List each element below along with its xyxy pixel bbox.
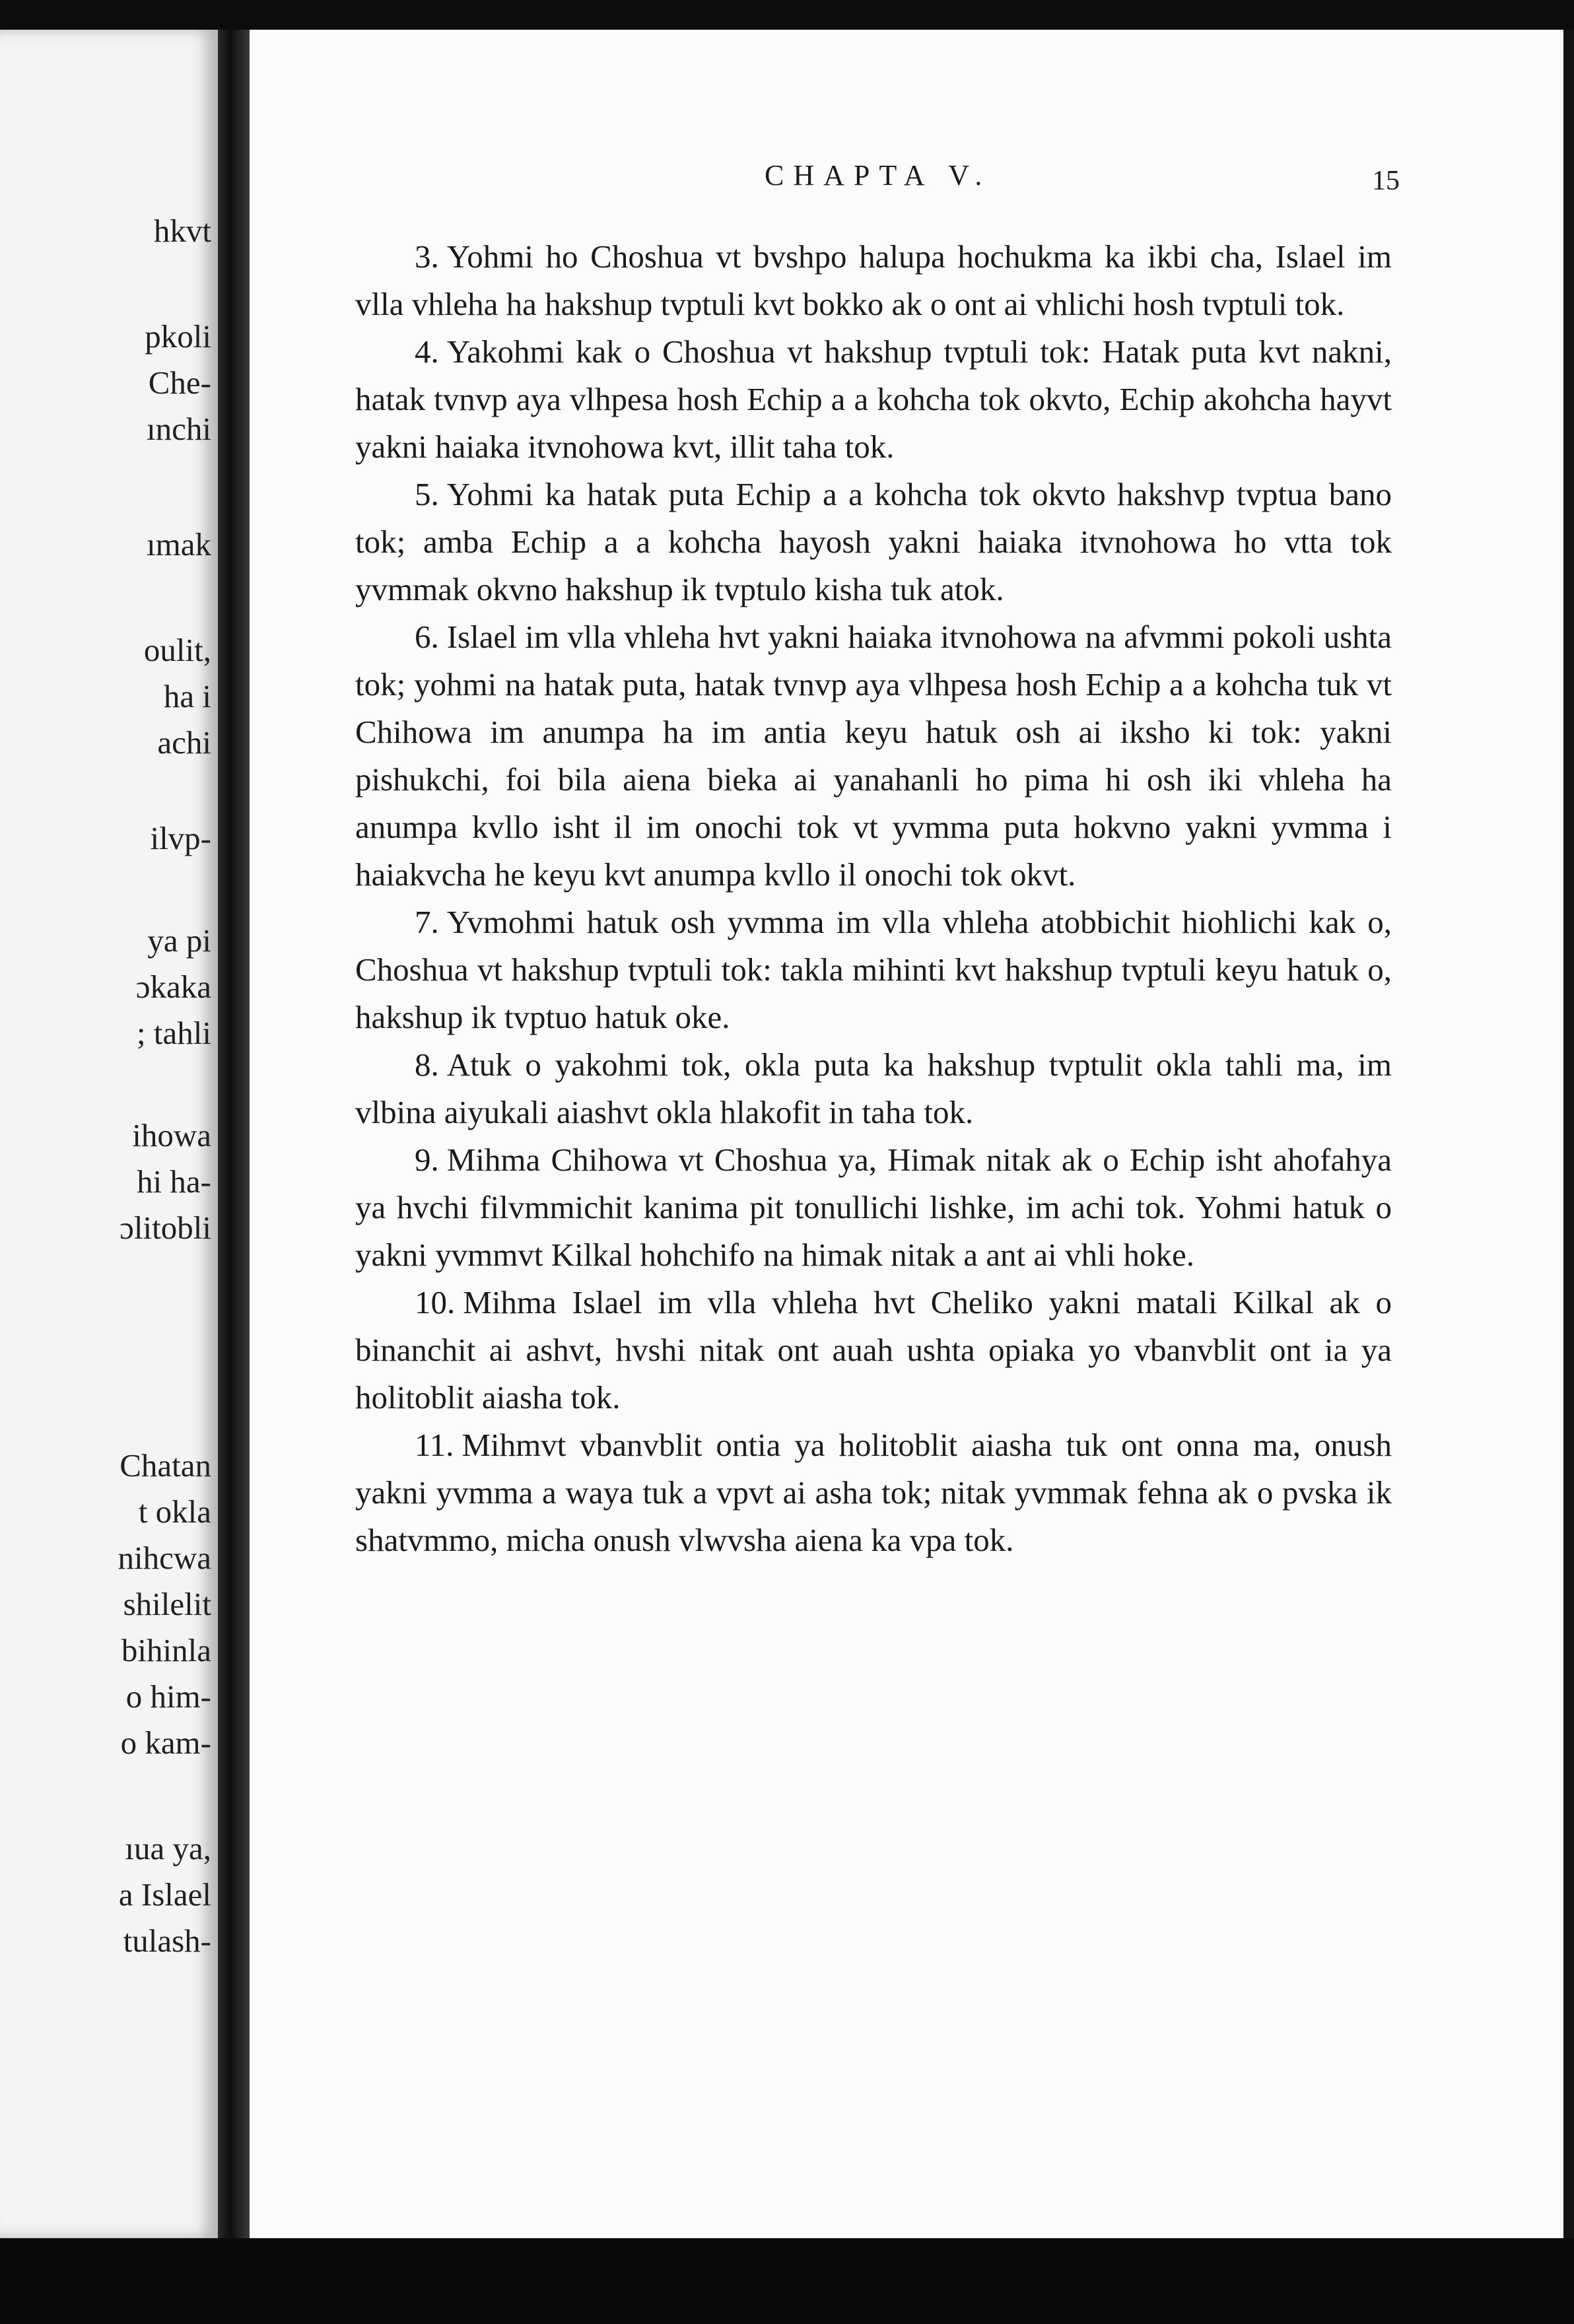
verse-4 (355, 328, 1392, 471)
page-number: 15 (1372, 166, 1400, 196)
left-page-line: ; tahli (137, 1015, 211, 1051)
verse-number: 5. (415, 476, 439, 512)
verse-text: Yvmohmi hatuk osh yvmma im vlla vhleha atobbichit hiohlichi kak o, Choshua vt hakshup tvptuli tok: takla mihinti kvt hakshup tvptuli keyu hatuk o, hakshup ik tvptuo hatuk oke. (355, 904, 1392, 1035)
verse-6 (355, 613, 1392, 899)
verse-number: 9. (415, 1142, 439, 1178)
verse-text: Yakohmi kak o Choshua vt hakshup tvptuli tok: Hatak puta kvt nakni, hatak tvnvp aya vlhpesa hosh Echip a a kohcha tok okvto, Echip akohcha hayvt yakni haiaka itvnohowa kvt, illit taha tok. (355, 333, 1392, 465)
verse-text: Mihmvt vbanvblit ontia ya holitoblit aiasha tuk ont onna ma, onush yakni yvmma a waya tuk a vpvt ai asha tok; nitak yvmmak fehna ak o pvska ik shatvmmo, micha onush vlwvsha aiena ka vpa tok. (355, 1427, 1392, 1558)
left-page-line: ımak (147, 526, 211, 563)
verse-number: 7. (415, 904, 439, 940)
left-page-line: hkvt (153, 213, 211, 249)
chapter-title: CHAPTA V. (765, 159, 992, 191)
verse-10 (355, 1279, 1392, 1421)
left-page-line: ıua ya, (125, 1830, 211, 1866)
verse-number: 6. (415, 619, 439, 655)
scan-top-border (0, 0, 1574, 30)
left-page-line: bihinla (121, 1632, 211, 1668)
left-page-line: ya pi (147, 922, 211, 959)
left-page-line: Chatan (120, 1447, 211, 1484)
left-page-line: hi ha- (137, 1163, 211, 1200)
verse-7 (355, 899, 1392, 1041)
left-page-line: shilelit (123, 1586, 211, 1622)
scan-bottom-border (0, 2238, 1574, 2324)
verse-text: Yohmi ka hatak puta Echip a a kohcha tok okvto hakshvp tvptua bano tok; amba Echip a a kohcha hayosh yakni haiaka itvnohowa ho vtta tok yvmmak okvno hakshup ik tvptulo kisha tuk atok. (355, 476, 1392, 607)
left-page-line: t okla (138, 1493, 211, 1530)
left-page-line: oulit, (143, 632, 211, 668)
left-page-line: ha i (163, 678, 211, 714)
verse-text: Yohmi ho Choshua vt bvshpo halupa hochukma ka ikbi cha, Islael im vlla vhleha ha hakshup tvptuli kvt bokko ak o ont ai vhlichi hosh tvptuli tok. (355, 238, 1392, 322)
verse-text: Islael im vlla vhleha hvt yakni haiaka itvnohowa na afvmmi pokoli ushta tok; yohmi na hatak puta, hatak tvnvp aya vlhpesa hosh Echip a a kohcha tuk vt Chihowa im anumpa ha im antia keyu hatuk osh ai iksho ki tok: yakni pishukchi, foi bila aiena bieka ai yanahanli ho pima hi osh iki vhleha ha anumpa kvllo isht il im onochi tok vt yvmma puta hokvno yakni yvmma i haiakvcha he keyu kvt anumpa kvllo il onochi tok okvt. (355, 619, 1392, 893)
left-page-line: ilvp- (150, 820, 211, 856)
left-page-line: nihcwa (118, 1540, 211, 1576)
verse-number: 3. (415, 238, 439, 275)
verse-8 (355, 1041, 1392, 1136)
verse-11 (355, 1421, 1392, 1564)
left-page-line: o kam- (120, 1725, 211, 1761)
left-page-line: o him- (125, 1678, 211, 1715)
left-page-line: ınchi (147, 411, 211, 447)
left-page-line: ɔkaka (135, 969, 211, 1005)
right-page (250, 30, 1563, 2238)
verse-number: 4. (415, 333, 439, 370)
verse-number: 8. (415, 1046, 439, 1083)
left-page-fragment (0, 30, 218, 2238)
book-gutter (218, 30, 250, 2238)
verse-text: Atuk o yakohmi tok, okla puta ka hakshup tvptulit okla tahli ma, im vlbina aiyukali aiashvt okla hlakofit in taha tok. (355, 1046, 1392, 1130)
verse-number: 11. (415, 1427, 454, 1463)
chapter-body (355, 233, 1392, 1564)
left-page-line: a Islael (118, 1876, 211, 1913)
verse-number: 10. (415, 1284, 456, 1320)
verse-text: Mihma Chihowa vt Choshua ya, Himak nitak ak o Echip isht ahofahya ya hvchi filvmmichit kanima pit tonullichi lishke, im achi tok. Yohmi hatuk o yakni yvmmvt Kilkal hohchifo na himak nitak a ant ai vhli hoke. (355, 1142, 1392, 1273)
left-page-line: pkoli (145, 318, 211, 355)
left-page-line: ihowa (132, 1117, 211, 1153)
verse-3 (355, 233, 1392, 328)
left-page-line: ɔlitobli (120, 1210, 211, 1246)
left-page-line: tulash- (123, 1923, 211, 1959)
verse-5 (355, 471, 1392, 613)
scan-right-border (1563, 30, 1574, 2238)
verse-text: Mihma Islael im vlla vhleha hvt Cheliko yakni matali Kilkal ak o binanchit ai ashvt, hvshi nitak ont auah ushta opiaka yo vbanvblit ont ia ya holitoblit aiasha tok. (355, 1284, 1392, 1416)
left-page-line: Che- (148, 364, 211, 401)
left-page-line: achi (157, 724, 211, 761)
verse-9 (355, 1136, 1392, 1279)
running-head (250, 158, 1563, 205)
